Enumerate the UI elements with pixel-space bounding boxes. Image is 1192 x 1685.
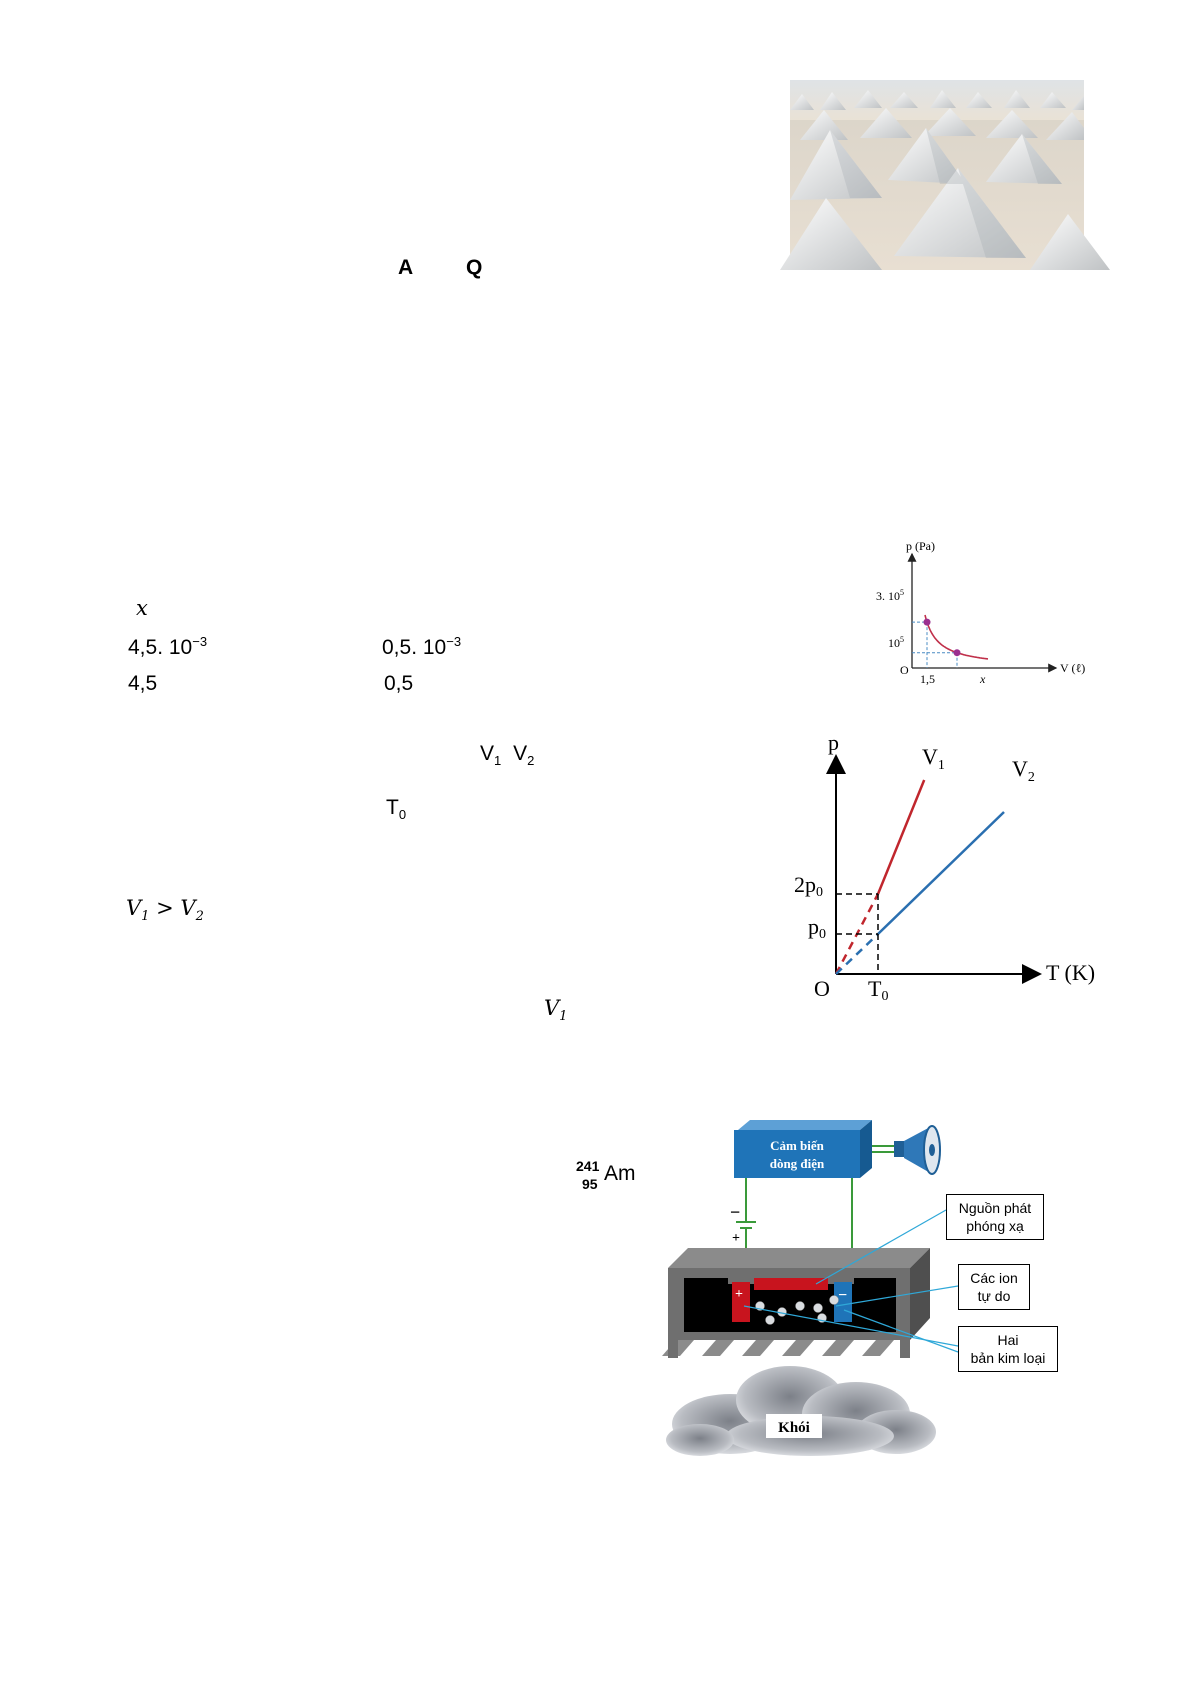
pv-tick-1e5: $10^5$ xyxy=(888,635,904,650)
symbol-x: x xyxy=(136,596,148,620)
battery-plus: + xyxy=(732,1231,740,1246)
sensor-label-line1: Cảm biến xyxy=(770,1138,824,1153)
symbol-v1-v2: $V_1$ $V_2$ xyxy=(480,742,535,769)
pt-tick-p0: p0 xyxy=(808,914,826,942)
pt-line1 xyxy=(878,780,924,894)
callout-metal-plates: Hai bản kim loại xyxy=(958,1326,1058,1372)
pt-x-label: T (K) xyxy=(1046,960,1096,985)
pv-tick-x: x xyxy=(980,672,986,686)
pt-tick-T0: T0 xyxy=(868,976,889,1004)
pv-graph xyxy=(876,538,1100,686)
pt-tick-2p0: 2p0 xyxy=(794,872,823,900)
option-a: 4,5. $10^{-3}$ xyxy=(128,634,208,659)
sensor-label-line2: dòng điện xyxy=(769,1156,825,1171)
pt-y-label: p xyxy=(828,730,839,755)
pt-line2-extrapolated xyxy=(836,934,878,974)
pv-point-2 xyxy=(954,649,961,656)
symbol-t0: $T_0$ xyxy=(386,796,407,823)
battery-minus: − xyxy=(730,1202,741,1222)
pv-y-label: p (Pa) xyxy=(906,539,935,553)
pt-origin: O xyxy=(814,976,830,1001)
pv-point-1 xyxy=(924,619,931,626)
option-b: 0,5. $10^{-3}$ xyxy=(382,634,462,659)
option-c: 4,5 xyxy=(128,672,158,695)
svg-text:+: + xyxy=(735,1287,743,1302)
pt-line1-label: $V_1$ xyxy=(922,744,945,773)
callout-free-ions: Các ion tự do xyxy=(958,1264,1030,1310)
pv-x-label: V (ℓ) xyxy=(1060,661,1086,675)
smoke-label: Khói xyxy=(778,1420,810,1436)
pt-graph xyxy=(790,726,1110,1004)
salt-field-photo xyxy=(790,80,1084,270)
smoke-detector-diagram xyxy=(660,1118,1120,1458)
speaker-icon xyxy=(894,1126,940,1174)
pv-tick-3e5: 3. $10^5$ xyxy=(876,588,904,603)
symbol-Q: Q xyxy=(466,256,483,279)
symbol-A: A xyxy=(398,256,414,279)
symbol-v1: $V_1$ xyxy=(544,996,568,1025)
inequality-v1-v2: $V_1 > V_2$ xyxy=(126,896,204,925)
pt-line2-label: $V_2$ xyxy=(1012,756,1035,785)
pv-tick-1-5: 1,5 xyxy=(920,672,935,686)
pt-line2 xyxy=(878,812,1004,934)
pv-origin: O xyxy=(900,663,909,677)
callout-radiation-source: Nguồn phát phóng xạ xyxy=(946,1194,1044,1240)
option-d: 0,5 xyxy=(384,672,414,695)
svg-text:−: − xyxy=(838,1287,848,1304)
smoke-cloud xyxy=(666,1366,936,1456)
